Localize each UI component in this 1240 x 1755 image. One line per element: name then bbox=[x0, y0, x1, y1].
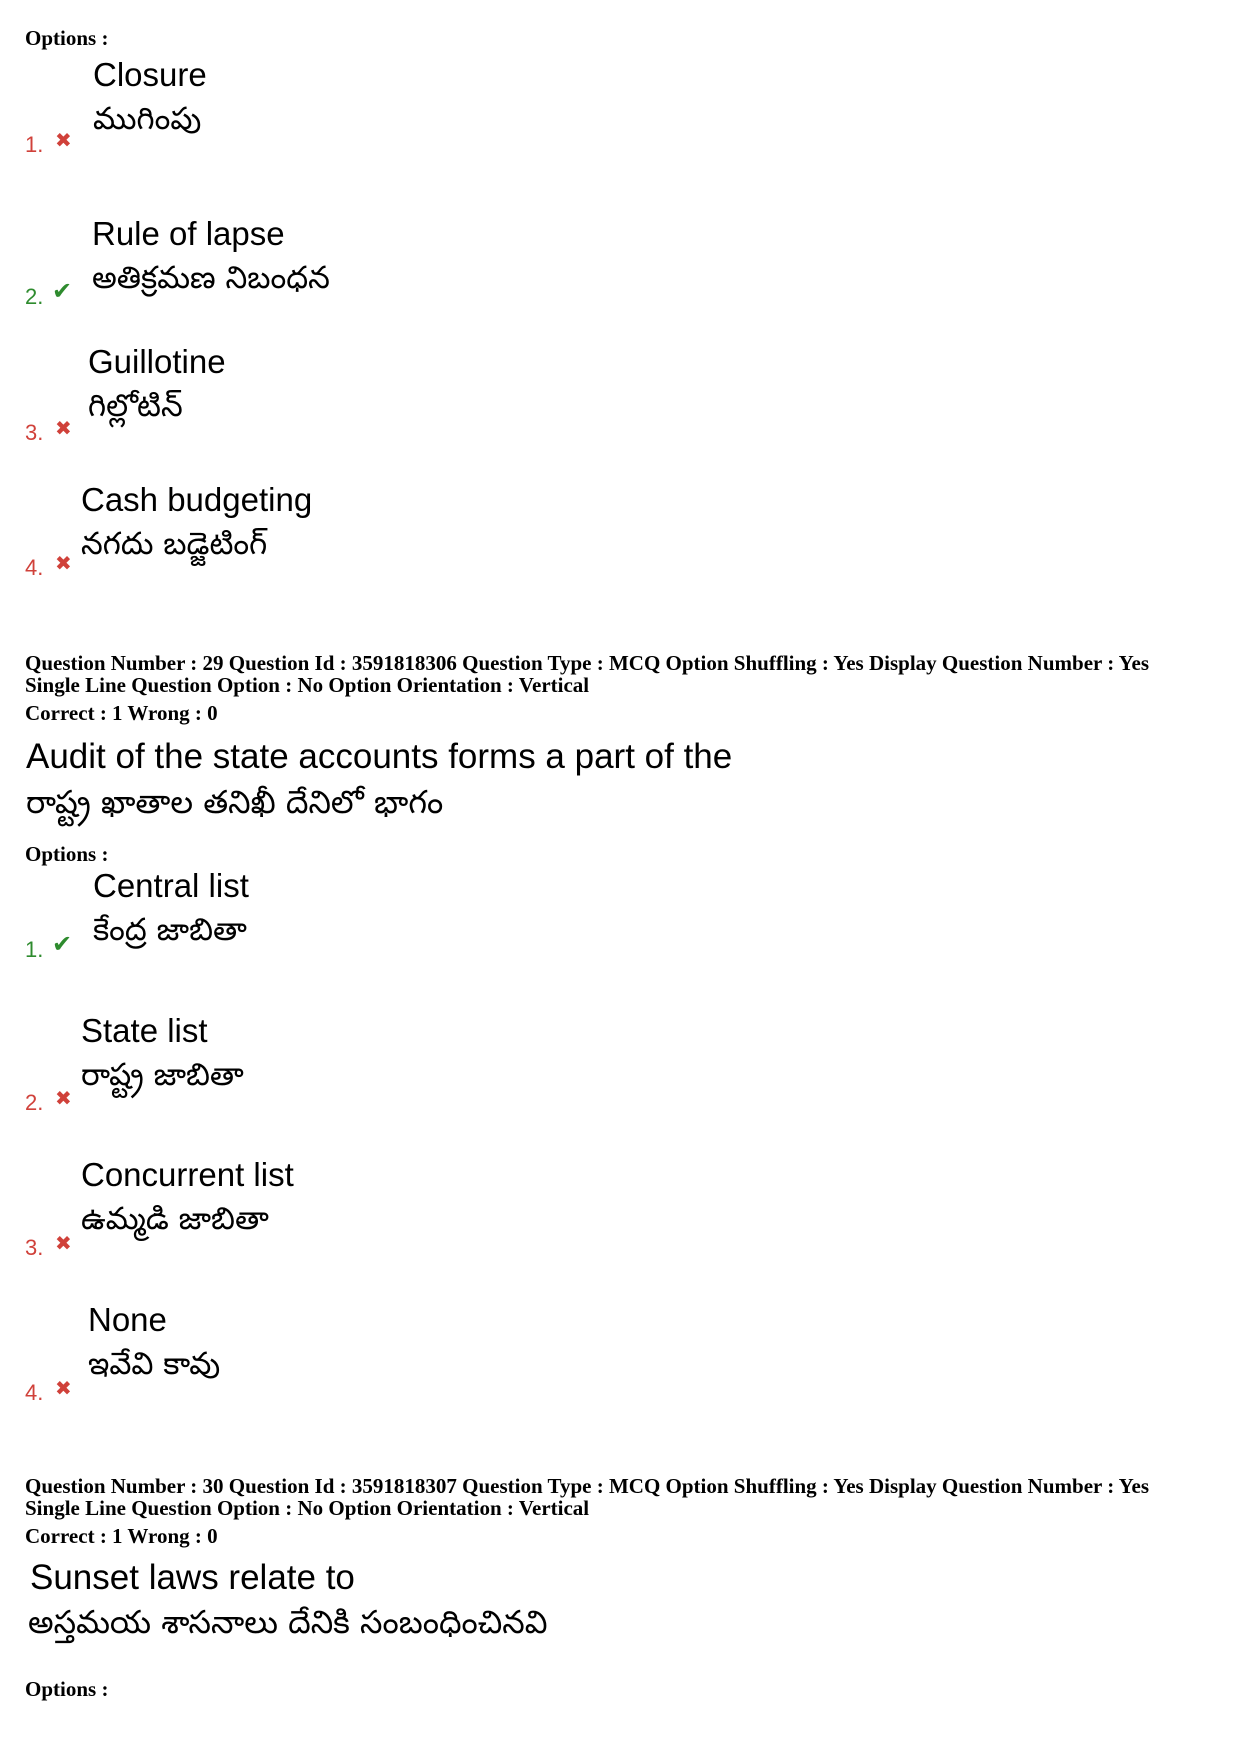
question-score: Correct : 1 Wrong : 0 bbox=[25, 1524, 218, 1548]
check-icon: ✔ bbox=[52, 930, 73, 958]
check-icon: ✔ bbox=[52, 277, 73, 305]
option-text-en: None bbox=[88, 1301, 167, 1338]
options-heading: Options : bbox=[25, 1677, 109, 1701]
question-score: Correct : 1 Wrong : 0 bbox=[25, 701, 218, 725]
option-number: 1. bbox=[25, 132, 44, 157]
question-meta-line-2: Single Line Question Option : No Option Orientation : Vertical bbox=[25, 673, 590, 697]
option-text-te: రాష్ట్ర జాబితా bbox=[81, 1057, 244, 1093]
option-number: 4. bbox=[25, 555, 44, 580]
option-text-en: Central list bbox=[93, 867, 249, 904]
question-text-te: అస్తమయ శాసనాలు దేనికి సంబంధించినవి bbox=[28, 1603, 548, 1641]
cross-icon: ✖ bbox=[55, 416, 72, 440]
option-text-te: కేంద్ర జాబితా bbox=[93, 912, 247, 948]
option-text-en: Closure bbox=[93, 56, 207, 93]
option-text-te: ఇవేవి కావు bbox=[88, 1346, 221, 1382]
question-text-en: Audit of the state accounts forms a part of the bbox=[26, 737, 733, 776]
option-text-en: Concurrent list bbox=[81, 1156, 294, 1193]
question-meta-line-2: Single Line Question Option : No Option Orientation : Vertical bbox=[25, 1496, 590, 1520]
cross-icon: ✖ bbox=[55, 1231, 72, 1255]
option-text-en: State list bbox=[81, 1012, 208, 1049]
question-meta-line-1: Question Number : 30 Question Id : 3591818307 Question Type : MCQ Option Shuffling : Yes Display Question Number : Yes bbox=[25, 1474, 1150, 1498]
option-number: 2. bbox=[25, 284, 44, 309]
cross-icon: ✖ bbox=[55, 1376, 72, 1400]
option-number: 1. bbox=[25, 937, 44, 962]
question-text-te: రాష్ట్ర ఖాతాల తనిఖీ దేనిలో భాగం bbox=[26, 783, 444, 821]
question-text-en: Sunset laws relate to bbox=[30, 1558, 355, 1597]
cross-icon: ✖ bbox=[55, 1086, 72, 1110]
option-number: 3. bbox=[25, 420, 44, 445]
option-text-en: Cash budgeting bbox=[81, 481, 313, 518]
option-text-te: గిల్లోటిన్ bbox=[88, 388, 183, 424]
cross-icon: ✖ bbox=[55, 551, 72, 575]
option-text-en: Rule of lapse bbox=[92, 215, 285, 252]
option-text-te: ఉమ్మడి జాబితా bbox=[81, 1201, 269, 1237]
option-text-te: నగదు బడ్జెటింగ్ bbox=[81, 526, 268, 562]
question-meta-line-1: Question Number : 29 Question Id : 3591818306 Question Type : MCQ Option Shuffling : Yes Display Question Number : Yes bbox=[25, 651, 1150, 675]
option-number: 3. bbox=[25, 1235, 44, 1260]
option-text-en: Guillotine bbox=[88, 343, 226, 380]
option-text-te: అతిక్రమణ నిబంధన bbox=[92, 260, 330, 296]
option-number: 4. bbox=[25, 1380, 44, 1405]
option-text-te: ముగింపు bbox=[93, 101, 202, 137]
option-number: 2. bbox=[25, 1090, 44, 1115]
options-heading: Options : bbox=[25, 26, 109, 50]
cross-icon: ✖ bbox=[55, 128, 72, 152]
options-heading: Options : bbox=[25, 842, 109, 866]
